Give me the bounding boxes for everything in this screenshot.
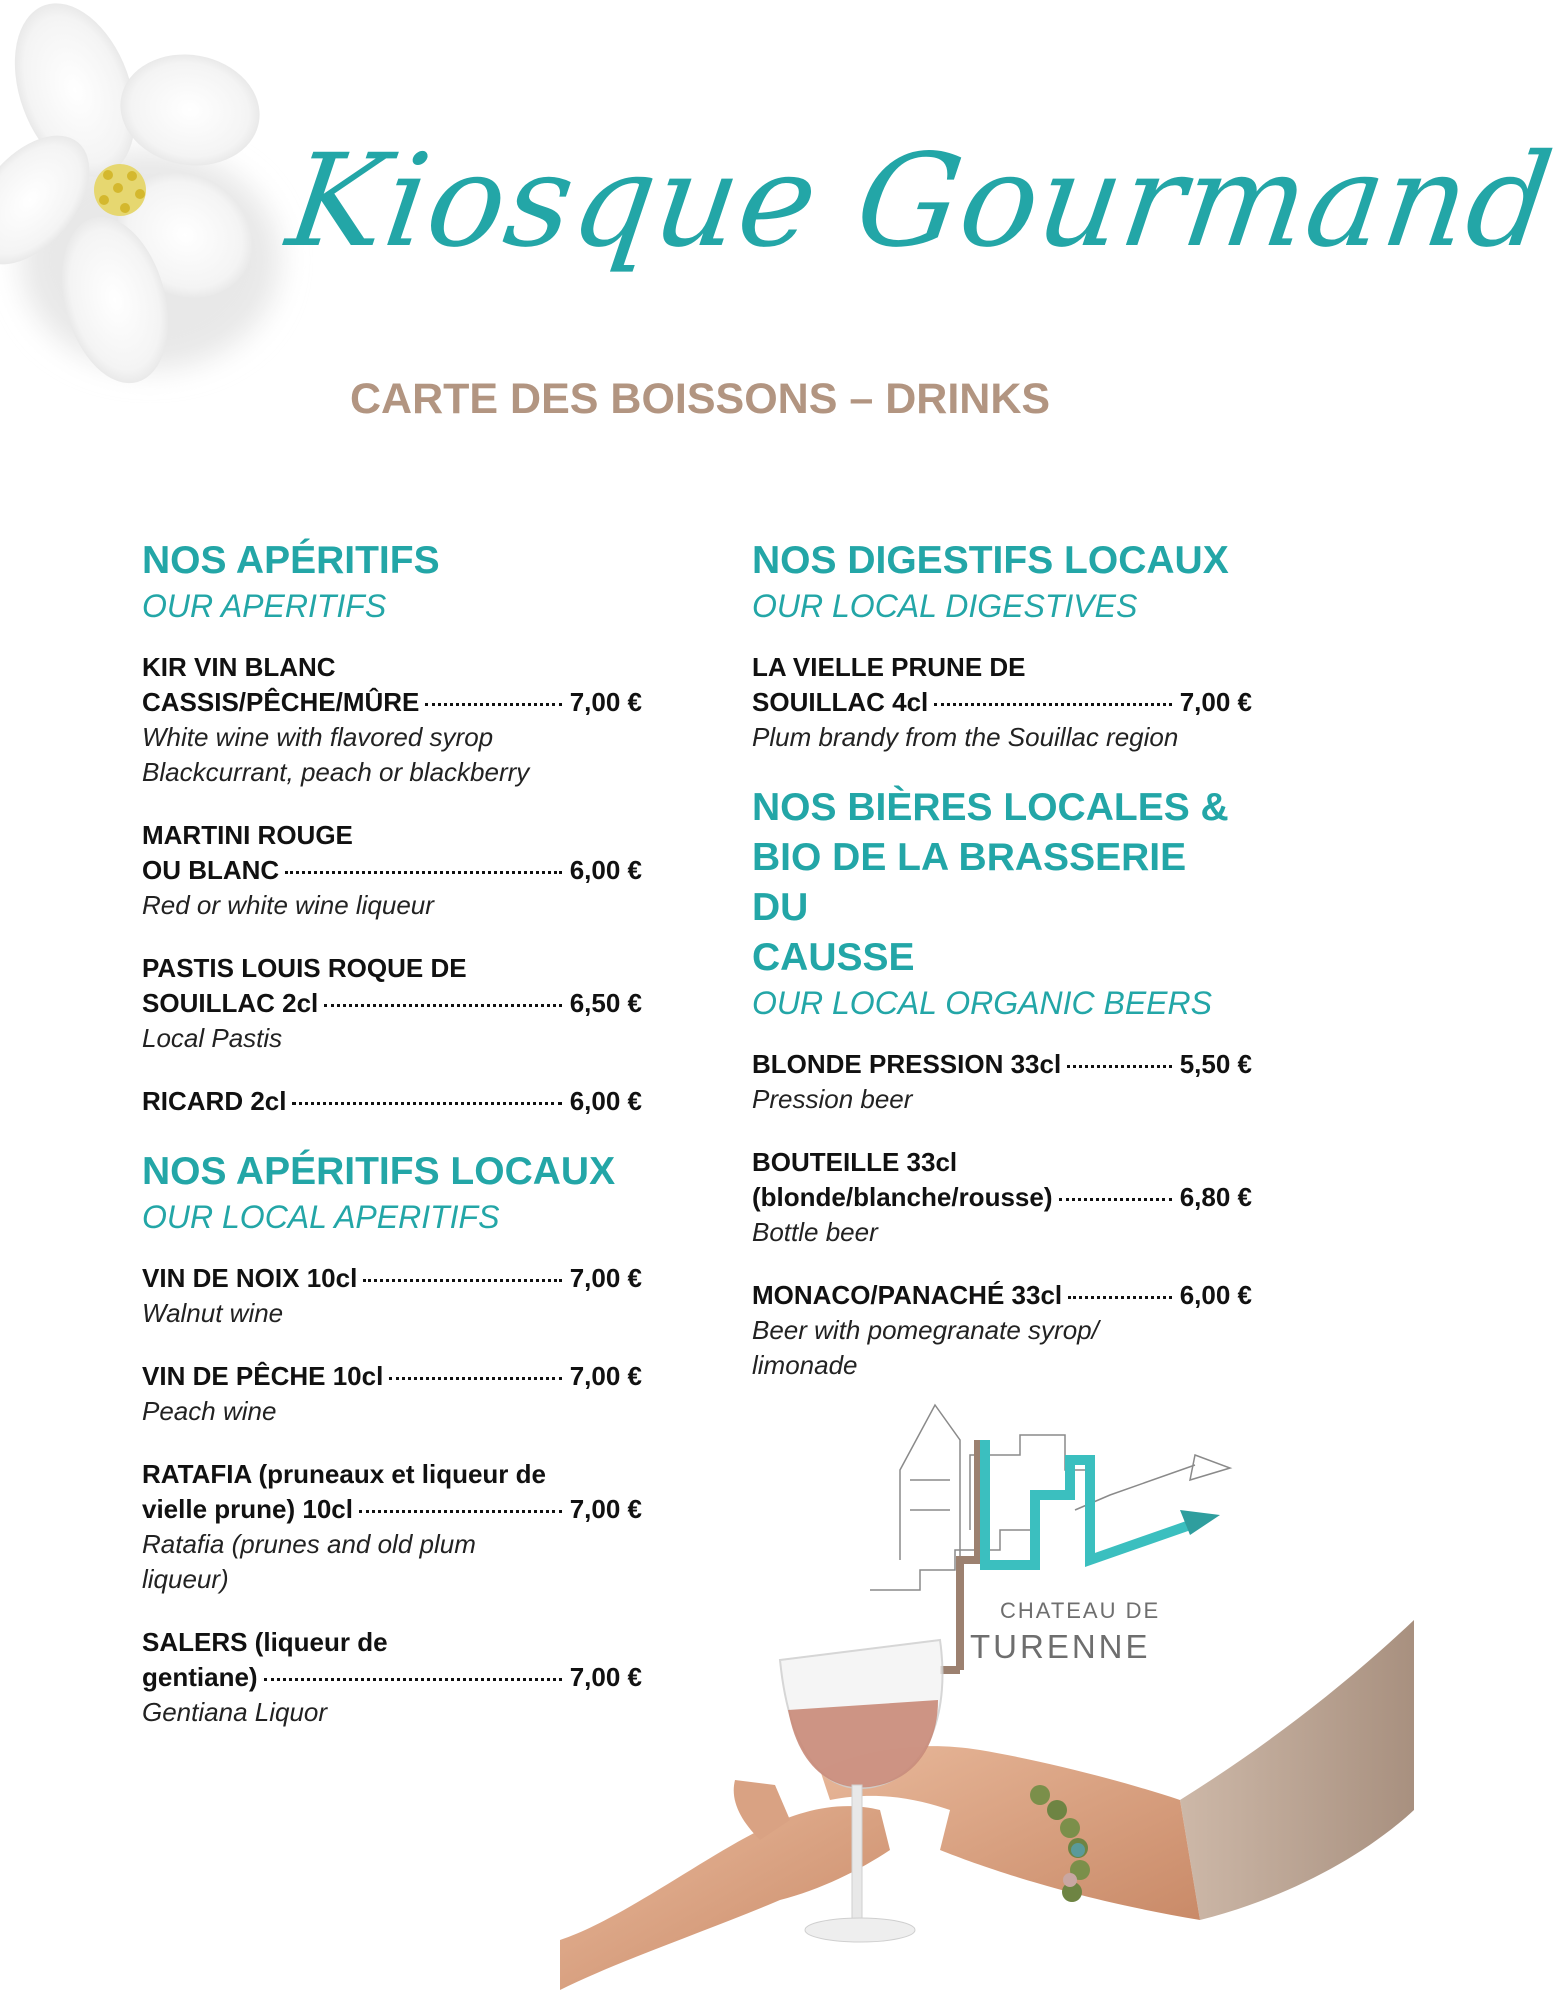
item-name-line2 xyxy=(752,1180,1252,1215)
item-label: (blonde/blanche/rousse) xyxy=(752,1182,1053,1212)
item-description: Peach wine xyxy=(142,1396,277,1426)
item-price: 6,00 € xyxy=(1179,1280,1252,1310)
item-price: 7,00 € xyxy=(569,1662,642,1692)
dot-leader xyxy=(264,1678,562,1681)
item-label: VIN DE PÊCHE 10cl xyxy=(142,1361,384,1391)
item-name-line2 xyxy=(142,1261,642,1296)
item-name-line2 xyxy=(752,685,1252,720)
item-price: 6,00 € xyxy=(569,855,642,885)
menu-item xyxy=(752,1047,1252,1117)
section-aperitifs xyxy=(142,536,642,1119)
item-name-line2 xyxy=(142,1359,642,1394)
item-price: 6,80 € xyxy=(1179,1182,1252,1212)
item-name-line1: KIR VIN BLANC xyxy=(142,652,336,682)
dot-leader xyxy=(285,871,561,874)
dot-leader xyxy=(1067,1065,1172,1068)
item-price: 7,00 € xyxy=(569,1494,642,1524)
menu-item xyxy=(142,1457,642,1597)
logo-text-line2: TURENNE xyxy=(970,1628,1151,1665)
item-name-line1: RATAFIA (pruneaux et liqueur de xyxy=(142,1459,546,1489)
left-column xyxy=(142,536,642,1758)
item-name-line2 xyxy=(752,1278,1252,1313)
menu-item xyxy=(142,1359,642,1429)
item-label: vielle prune) 10cl xyxy=(142,1494,353,1524)
item-description: Pression beer xyxy=(752,1084,913,1114)
dot-leader xyxy=(292,1102,561,1105)
hands-wine-glass-photo xyxy=(560,1600,1414,2000)
item-name-line2 xyxy=(142,685,642,720)
item-description: White wine with flavored syrop xyxy=(142,722,494,752)
item-name-line1: SALERS (liqueur de xyxy=(142,1627,388,1657)
item-description: Blackcurrant, peach or blackberry xyxy=(142,757,530,787)
menu-item xyxy=(752,1278,1252,1383)
section-heading: NOS DIGESTIFS LOCAUX xyxy=(752,539,1229,582)
item-name-line2 xyxy=(142,986,642,1021)
dot-leader xyxy=(425,703,561,706)
item-price: 7,00 € xyxy=(1179,687,1252,717)
item-label: SOUILLAC 4cl xyxy=(752,687,929,717)
page-subtitle: CARTE DES BOISSONS – DRINKS xyxy=(350,375,1051,423)
dot-leader xyxy=(324,1004,561,1007)
item-label: OU BLANC xyxy=(142,855,280,885)
section-local-beers xyxy=(752,783,1252,1383)
item-label: VIN DE NOIX 10cl xyxy=(142,1263,358,1293)
item-description: limonade xyxy=(752,1350,858,1380)
section-local-digestives xyxy=(752,536,1252,755)
item-description: Plum brandy from the Souillac region xyxy=(752,722,1179,752)
dot-leader xyxy=(1059,1198,1172,1201)
section-heading: NOS BIÈRES LOCALES & xyxy=(752,786,1229,829)
item-name-line2 xyxy=(752,1047,1252,1082)
section-heading: CAUSSE xyxy=(752,936,915,979)
item-price: 7,00 € xyxy=(569,1263,642,1293)
item-label: SOUILLAC 2cl xyxy=(142,988,319,1018)
menu-item xyxy=(752,1145,1252,1250)
section-subheading: OUR LOCAL ORGANIC BEERS xyxy=(752,985,1212,1021)
item-name-line1: MARTINI ROUGE xyxy=(142,820,353,850)
dot-leader xyxy=(389,1377,561,1380)
dot-leader xyxy=(1068,1296,1172,1299)
item-description: Bottle beer xyxy=(752,1217,878,1247)
item-description: Beer with pomegranate syrop/ xyxy=(752,1315,1099,1345)
dot-leader xyxy=(359,1510,562,1513)
section-heading: NOS APÉRITIFS LOCAUX xyxy=(142,1150,616,1193)
item-label: BLONDE PRESSION 33cl xyxy=(752,1049,1062,1079)
item-label: RICARD 2cl xyxy=(142,1086,287,1116)
section-subheading: OUR LOCAL APERITIFS xyxy=(142,1199,500,1235)
item-description: Local Pastis xyxy=(142,1023,283,1053)
dot-leader xyxy=(363,1279,561,1282)
dot-leader xyxy=(934,703,1171,706)
menu-item xyxy=(752,650,1252,755)
section-subheading: OUR LOCAL DIGESTIVES xyxy=(752,588,1138,624)
section-heading: NOS APÉRITIFS xyxy=(142,539,440,582)
item-price: 7,00 € xyxy=(569,1361,642,1391)
menu-item xyxy=(142,951,642,1056)
page-title: Kiosque Gourmand xyxy=(279,127,1562,276)
item-name-line2 xyxy=(142,1084,642,1119)
logo-text-line1: CHATEAU DE xyxy=(1000,1598,1161,1623)
item-price: 7,00 € xyxy=(569,687,642,717)
right-column xyxy=(752,536,1252,1411)
item-name-line2 xyxy=(142,853,642,888)
item-description: Walnut wine xyxy=(142,1298,284,1328)
item-description: Ratafia (prunes and old plum xyxy=(142,1529,476,1559)
item-price: 6,50 € xyxy=(569,988,642,1018)
menu-item xyxy=(142,1261,642,1331)
menu-item xyxy=(142,818,642,923)
flower-illustration xyxy=(0,0,290,420)
item-name-line1: LA VIELLE PRUNE DE xyxy=(752,652,1026,682)
item-description: Gentiana Liquor xyxy=(142,1697,328,1727)
item-label: gentiane) xyxy=(142,1662,258,1692)
item-price: 6,00 € xyxy=(569,1086,642,1116)
item-name-line1: PASTIS LOUIS ROQUE DE xyxy=(142,953,467,983)
menu-item xyxy=(142,650,642,790)
section-subheading: OUR APERITIFS xyxy=(142,588,387,624)
item-description: liqueur) xyxy=(142,1564,229,1594)
item-description: Red or white wine liqueur xyxy=(142,890,434,920)
item-name-line1: BOUTEILLE 33cl xyxy=(752,1147,958,1177)
item-label: CASSIS/PÊCHE/MÛRE xyxy=(142,687,420,717)
item-price: 5,50 € xyxy=(1179,1049,1252,1079)
section-heading: BIO DE LA BRASSERIE DU xyxy=(752,836,1187,929)
menu-item xyxy=(142,1084,642,1119)
item-label: MONACO/PANACHÉ 33cl xyxy=(752,1280,1063,1310)
item-name-line2 xyxy=(142,1492,642,1527)
